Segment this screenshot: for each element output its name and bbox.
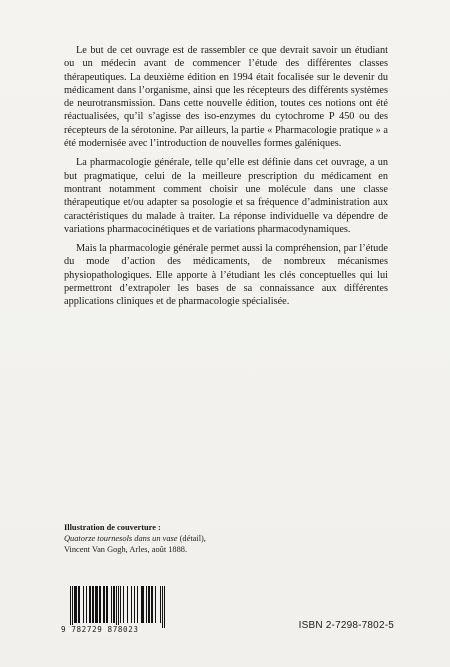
barcode-bar — [72, 586, 73, 628]
barcode-bar — [155, 586, 156, 623]
barcode-bar — [152, 586, 153, 623]
barcode-bar — [118, 586, 119, 628]
barcode-bar — [111, 586, 112, 623]
barcode-bar — [149, 586, 150, 623]
barcode-bar — [96, 586, 97, 623]
barcode-bar — [131, 586, 132, 623]
barcode-bar — [151, 586, 152, 623]
blurb-text — [64, 44, 388, 315]
barcode-bar — [116, 586, 117, 628]
blurb-paragraph-2: La pharmacologie générale, telle qu’elle est définie dans cet ouvrage, a un but pragmatique, celui de la meilleure prescription du médicament en montrant notamment comment choisir une molécule dans une classe thérapeutique et/ou adapter sa posologie et sa fréquence d’administration aux caractéristiques du malade à traiter. La réponse individuelle va dépendre de variations pharmacocinétiques et de variations pharmacodynamiques. — [64, 157, 388, 235]
barcode-bar — [114, 586, 115, 623]
barcode-bar — [100, 586, 101, 623]
barcode-bar — [90, 586, 91, 623]
barcode-bar — [142, 586, 143, 623]
barcode-bar — [104, 586, 105, 623]
barcode-bar — [78, 586, 79, 623]
barcode-bar — [120, 586, 121, 623]
barcode-bar — [137, 586, 138, 623]
barcode-bar — [79, 586, 80, 623]
barcode-bar — [127, 586, 128, 623]
barcode-bar — [134, 586, 135, 623]
barcode-bar — [106, 586, 107, 623]
barcode-bar — [148, 586, 149, 623]
cover-illustration-credit — [64, 522, 364, 556]
barcode-bar — [93, 586, 94, 623]
credit-artwork-title: Quatorze tournesols dans un vase — [64, 534, 178, 544]
barcode-digits: 9 782729 878023 — [61, 625, 139, 634]
barcode-bar — [74, 586, 75, 623]
barcode-bar — [75, 586, 76, 623]
credit-artwork-line — [64, 533, 364, 544]
barcode-bar — [146, 586, 147, 623]
barcode-bar — [107, 586, 108, 623]
barcode-bar — [86, 586, 87, 623]
barcode-bar — [164, 586, 165, 628]
barcode-bar — [89, 586, 90, 623]
barcode-bar — [92, 586, 93, 623]
barcode-bar — [141, 586, 142, 623]
barcode-bar — [97, 586, 98, 623]
barcode-bar — [162, 586, 163, 628]
barcode-bar — [143, 586, 144, 623]
barcode-bar — [103, 586, 104, 623]
credit-title: Illustration de couverture : — [64, 523, 161, 532]
barcode-bar — [76, 586, 77, 623]
barcode-bar — [123, 586, 124, 623]
isbn-number: ISBN 2-7298-7802-5 — [298, 620, 394, 631]
barcode-bar — [113, 586, 114, 623]
barcode-bars — [60, 586, 168, 628]
barcode-bar — [99, 586, 100, 623]
barcode-bar — [70, 586, 71, 628]
credit-artist-line: Vincent Van Gogh, Arles, août 1888. — [64, 545, 188, 555]
barcode-bar — [95, 586, 96, 623]
ean-barcode — [60, 586, 168, 636]
blurb-paragraph-3: Mais la pharmacologie générale permet aussi la compréhension, par l’étude du mode d’action des médicaments, de nombreux mécanismes physiopathologiques. Elle apporte à l’étudiant les clés conceptuelles qui lui permettront d’extrapoler les bases de sa connaissance aux différentes applications cliniques et de pharmacologie spécialisée. — [64, 243, 388, 308]
barcode-bar — [83, 586, 84, 623]
barcode-bar — [160, 586, 161, 623]
blurb-paragraph-1: Le but de cet ouvrage est de rassembler ce que devrait savoir un étudiant ou un médecin avant de commencer l’étude des différentes classes thérapeutiques. La deuxième édition en 1994 était focalisée sur le devenir du médicament dans l’organisme, ainsi que les récepteurs des différents systèmes de neurotransmission. Dans cette nouvelle édition, toutes ces notions ont été réactualisées, qu’il s’agisse des iso-enzymes du cytochrome P 450 ou des récepteurs de la sérotonine. Par ailleurs, la partie « Pharmacologie pratique » a été modernisée avec l’introduction de nouvelles formes galéniques. — [64, 45, 388, 150]
credit-artwork-suffix: (détail), — [177, 534, 206, 544]
